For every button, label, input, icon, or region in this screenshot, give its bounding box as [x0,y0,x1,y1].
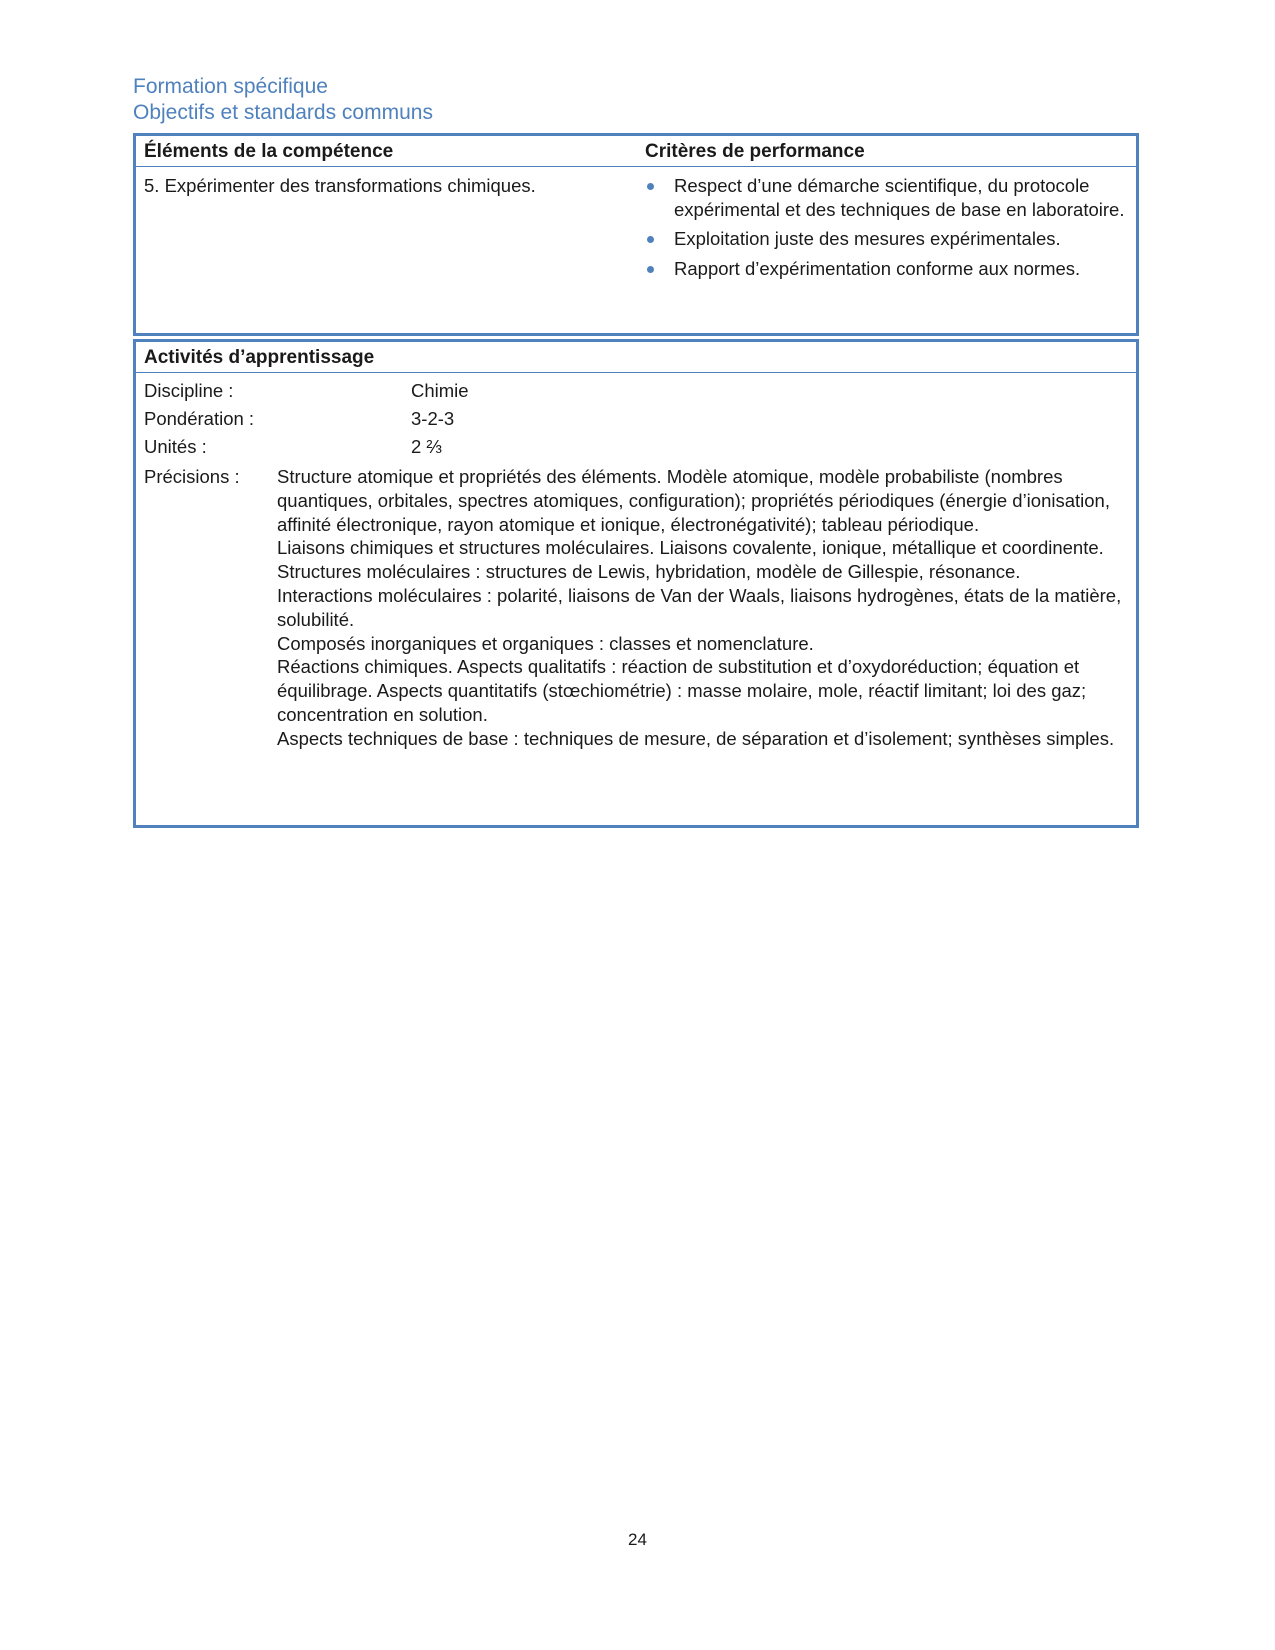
activities-header: Activités d’apprentissage [144,347,375,368]
ponderation-value: 3-2-3 [411,408,455,429]
criteria-text: Respect d’une démarche scientifique, du protocole expérimental et des techniques de base en laboratoire. [674,175,1125,220]
elements-header: Éléments de la compétence [144,141,394,162]
bullet-icon [647,236,654,243]
precisions-label: Précisions : [144,466,240,487]
unites-label: Unités : [144,436,207,457]
criteria-text: Exploitation juste des mesures expérimentales. [674,228,1061,249]
page-number: 24 [628,1530,647,1549]
bullet-icon [647,266,654,273]
document-header [133,74,433,126]
criteria-header: Critères de performance [645,141,865,162]
ponderation-label: Pondération : [144,408,255,429]
criteria-item [645,227,1125,251]
bullet-icon [647,183,654,190]
unites-value: 2 ⅔ [411,436,442,457]
header-line-2: Objectifs et standards communs [133,101,433,124]
header-line-1: Formation spécifique [133,75,328,98]
criteria-list [645,174,1125,286]
precisions-text [277,465,1137,751]
discipline-value: Chimie [411,380,469,401]
criteria-item [645,174,1125,221]
precision-paragraph: Structure atomique et propriétés des éléments. Modèle atomique, modèle probabiliste (nombres quantiques, orbitales, spectres atomiques, configuration); propriétés périodiques (énergie d’ionisation, affinité électronique, rayon atomique et ionique, électronégativité); tableau périodique. [277,466,1110,535]
precision-paragraph: Interactions moléculaires : polarité, liaisons de Van der Waals, liaisons hydrogènes, états de la matière, solubilité. [277,584,1122,630]
precision-paragraph: Aspects techniques de base : techniques de mesure, de séparation et d’isolement; synthèses simples. [277,727,1115,749]
discipline-label: Discipline : [144,380,234,401]
competence-element: 5. Expérimenter des transformations chimiques. [144,175,536,196]
activities-header-row [136,342,1136,373]
activities-table [133,339,1139,828]
criteria-text: Rapport d’expérimentation conforme aux normes. [674,257,1081,279]
precision-paragraph: Composés inorganiques et organiques : classes et nomenclature. [277,632,814,654]
competence-table [133,133,1139,336]
competence-table-header [136,136,1136,167]
criteria-item [645,257,1125,281]
precision-paragraph: Liaisons chimiques et structures moléculaires. Liaisons covalente, ionique, métallique et coordinente. Structures moléculaires : structures de Lewis, hybridation, modèle de Gillespie, résonance. [277,537,1104,583]
precision-paragraph: Réactions chimiques. Aspects qualitatifs : réaction de substitution et d’oxydoréduction; équation et équilibrage. Aspects quantitatifs (stœchiométrie) : masse molaire, mole, réactif limitant; loi des gaz; concentration en solution. [277,656,1087,725]
